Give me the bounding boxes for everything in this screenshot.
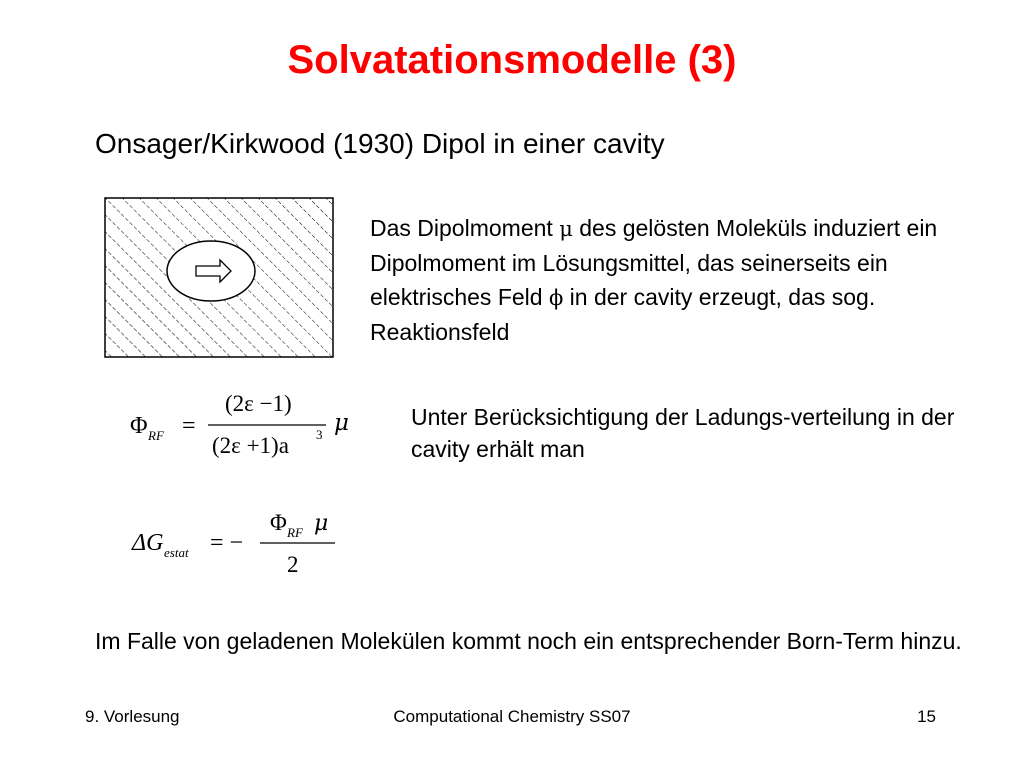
mu-symbol: μ <box>559 217 573 241</box>
eq2-lhs-symbol: ΔG <box>132 530 164 556</box>
eq2-denominator: 2 <box>287 552 299 577</box>
slide-title: Solvatationsmodelle (3) <box>287 38 737 82</box>
footer-lecture: 9. Vorlesung <box>85 707 180 726</box>
eq2-numerator-sub: RF <box>287 525 303 540</box>
eq1-denominator-exp: 3 <box>316 427 323 442</box>
eq1-mu: μ <box>334 410 349 436</box>
eq1-lhs-symbol: Φ <box>130 413 148 439</box>
dipole-explanation <box>370 211 960 349</box>
cavity-diagram <box>104 197 334 358</box>
para1-text-c: in der cavity erzeugt, das sog. Reaktionsfeld <box>370 284 876 345</box>
para1-text-b: des gelösten Moleküls induziert ein Dipolmoment im Lösungsmittel, das seinerseits ein elektrisches Feld <box>370 215 938 310</box>
footer-course: Computational Chemistry SS07 <box>393 707 631 726</box>
slide-subtitle: Onsager/Kirkwood (1930) Dipol in einer cavity <box>95 128 665 159</box>
eq1-numerator: (2ε −1) <box>225 391 292 416</box>
electrostatic-energy-equation <box>130 510 350 585</box>
charge-distribution-text: Unter Berücksichtigung der Ladungs-verteilung in der cavity erhält man <box>411 404 955 462</box>
footer-page-number: 15 <box>917 707 936 726</box>
born-term-text: Im Falle von geladenen Molekülen kommt noch ein entsprechender Born-Term hinzu. <box>95 628 962 654</box>
eq2-numerator-symbol: Φ <box>270 510 287 535</box>
reaction-field-equation <box>130 385 360 470</box>
phi-symbol: ϕ <box>548 286 564 310</box>
para1-text-a: Das Dipolmoment <box>370 215 560 241</box>
eq2-numerator-mu: μ <box>314 511 329 536</box>
eq2-equals: = − <box>210 530 244 556</box>
eq1-equals: = <box>182 413 196 439</box>
eq1-lhs-sub: RF <box>148 428 164 443</box>
eq1-denominator: (2ε +1)a <box>212 433 289 458</box>
eq2-lhs-sub: estat <box>164 545 189 560</box>
